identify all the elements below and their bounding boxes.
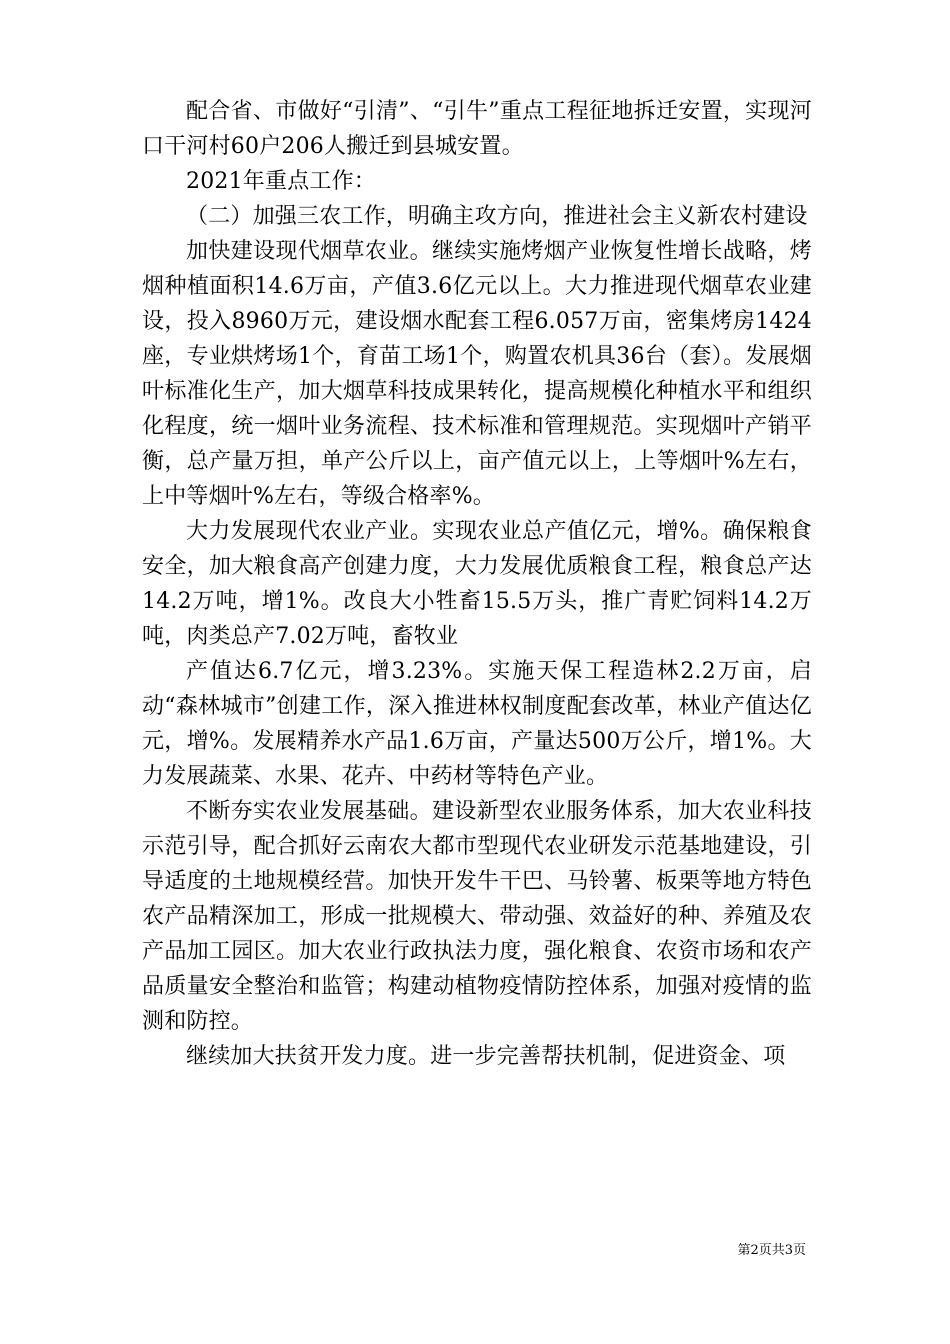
paragraph-tobacco: 加快建设现代烟草农业。继续实施烤烟产业恢复性增长战略，烤烟种植面积14.6万亩，产值3.6亿元以上。大力推进现代烟草农业建设，投入8960万元，建设烟水配套工程6.057万亩，密集烤房1424座，专业烘烤场1个，育苗工场1个，购置农机具36台（套）。发展烟叶标准化生产，加大烟草科技成果转化，提高规模化种植水平和组织化程度，统一烟叶业务流程、技术标准和管理规范。实现烟叶产销平衡，总产量万担，单产公斤以上，亩产值元以上，上等烟叶%左右，上中等烟叶%左右，等级合格率%。	[142, 239, 812, 509]
section-heading-agriculture: （二）加强三农工作，明确主攻方向，推进社会主义新农村建设	[186, 204, 808, 229]
paragraph-foundation: 不断夯实农业发展基础。建设新型农业服务体系，加大农业科技示范引导，配合抓好云南农大都市型现代农业研发示范基地建设，引导适度的土地规模经营。加快开发牛干巴、马铃薯、板栗等地方特色农产品精深加工，形成一批规模大、带动强、效益好的种、养殖及农产品加工园区。加大农业行政执法力度，强化粮食、农资市场和农产品质量安全整治和监管；构建动植物疫情防控体系，加强对疫情的监测和防控。	[142, 799, 812, 1034]
document-body	[142, 94, 812, 1074]
paragraph-modern-agriculture: 大力发展现代农业产业。实现农业总产值亿元，增%。确保粮食安全，加大粮食高产创建力度，大力发展优质粮食工程，粮食总产达14.2万吨，增1%。改良大小牲畜15.5万头，推广青贮饲料14.2万吨，肉类总产7.02万吨，畜牧业	[142, 519, 812, 649]
paragraph-poverty-alleviation: 继续加大扶贫开发力度。进一步完善帮扶机制，促进资金、项	[186, 1044, 786, 1069]
paragraph-forestry: 产值达6.7亿元，增3.23%。实施天保工程造林2.2万亩，启动“森林城市”创建工作，深入推进林权制度配套改革，林业产值达亿元，增%。发展精养水产品1.6万亩，产量达500万公斤，增1%。大力发展蔬菜、水果、花卉、中药材等特色产业。	[142, 659, 812, 789]
paragraph-relocation: 配合省、市做好“引清”、“引牛”重点工程征地拆迁安置，实现河口干河村60户206人搬迁到县城安置。	[142, 99, 812, 159]
page-number: 第2页共3页	[737, 1243, 806, 1258]
paragraph-key-work-heading: 2021年重点工作：	[186, 169, 376, 194]
